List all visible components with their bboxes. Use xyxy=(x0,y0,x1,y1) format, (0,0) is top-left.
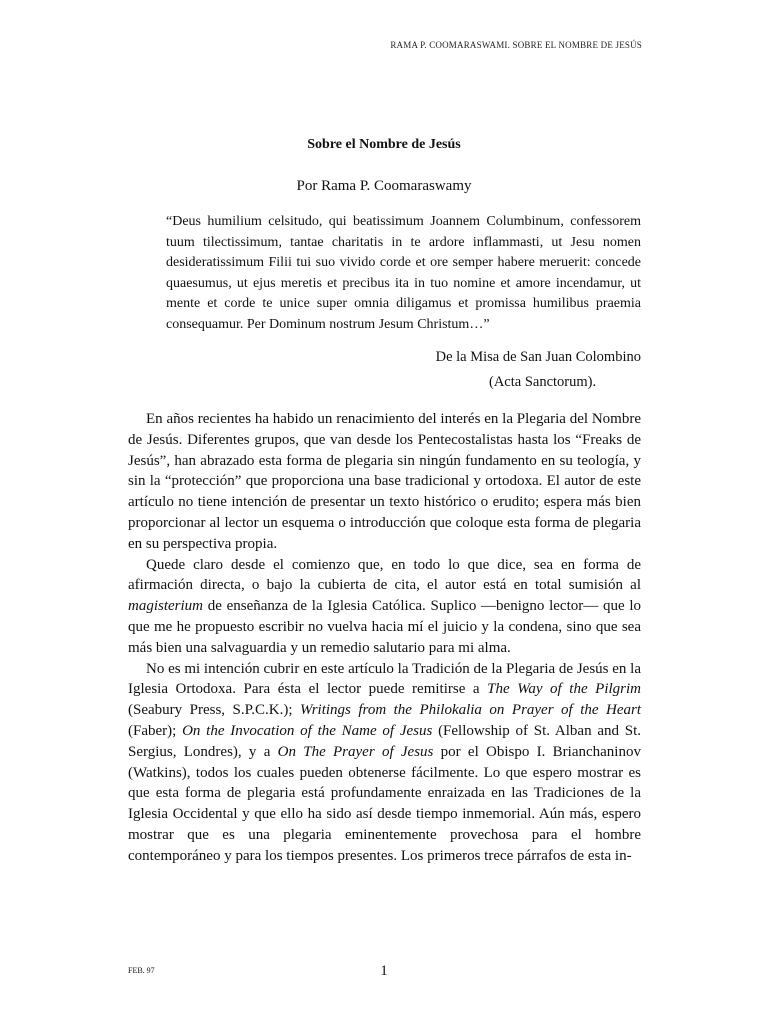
running-head: RAMA P. COOMARASWAMI. SOBRE EL NOMBRE DE JESÚS xyxy=(390,40,642,50)
magisterium-term: magisterium xyxy=(128,598,203,615)
paragraph-2-text-b: de enseñanza de la Iglesia Católica. Suplico —benigno lector— que lo que me he propuesto escribir no vuelva hacia mí el juicio y la condena, sino que sea más bien una salvaguardia y un remedio salutario para mi alma. xyxy=(128,598,641,656)
paragraph-2 xyxy=(128,555,641,659)
paragraph-3-text-d: (Fellowship of St. Alban and St. Sergius, Londres), y a xyxy=(128,722,642,760)
book-title-invocation: On the Invocation of the Name of Jesus xyxy=(182,722,433,739)
page-number: 1 xyxy=(380,963,388,979)
epigraph-quote: “Deus humilium celsitudo, qui beatissimum Joannem Columbinum, confessorem tuum tilectissimum, tantae charitatis in te ardore inflammasti, ut Jesu nomen desideratissimum Filii tui suo vivido corde et ore semper habere meruerit: concede quaesumus, ut ejus meretis et precibus ita in tuo nomine et amore incendamur, ut mente et corde te unice super omnia diligamus et promissa humilibus praemia consequamur. Per Dominum nostrum Jesum Christum…” xyxy=(166,214,641,332)
paragraph-3-text-c: (Faber); xyxy=(128,722,183,739)
epigraph-source: (Acta Sanctorum). xyxy=(489,374,597,390)
book-title-philokalia: Writings from the Philokalia on Prayer of the Heart xyxy=(300,702,641,719)
paragraph-3 xyxy=(128,659,641,867)
article-author: Por Rama P. Coomaraswamy xyxy=(296,178,472,194)
article-title: Sobre el Nombre de Jesús xyxy=(307,137,461,152)
article-body xyxy=(128,409,641,867)
paragraph-3-text-a: No es mi intención cubrir en este artículo la Tradición de la Plegaria de Jesús en la Iglesia Ortodoxa. Para ésta el lector puede remitirse a xyxy=(128,660,641,698)
epigraph-attribution: De la Misa de San Juan Colombino xyxy=(435,349,641,365)
book-title-prayer-of-jesus: On The Prayer of Jesus xyxy=(277,743,434,760)
paragraph-2-text-a: Quede claro desde el comienzo que, en todo lo que dice, sea en forma de afirmación directa, o bajo la cubierta de cita, el autor está en total sumisión al xyxy=(128,556,641,594)
paragraph-3-text-e: por el Obispo I. Brianchaninov (Watkins), todos los cuales pueden obtenerse fácilmente. Lo que espero mostrar es que esta forma de plegaria está profundamente enraizada en las Tradiciones de la Iglesia Occidental y que ello ha sido así desde tiempo inmemorial. Aún más, espero mostrar que es una plegaria eminentemente provechosa para el hombre contemporáneo y para los tiempos presentes. Los primeros trece párrafos de esta in- xyxy=(128,743,641,864)
paragraph-1: En años recientes ha habido un renacimiento del interés en la Plegaria del Nombre de Jesús. Diferentes grupos, que van desde los Pentecostalistas hasta los “Freaks de Jesús”, han abrazado esta forma de plegaria sin ningún fundamento en su teología, y sin la “protección” que proporciona una base tradicional y ortodoxa. El autor de este artículo no tiene intención de presentar un texto histórico o erudito; espera más bien proporcionar al lector un esquema o introducción que coloque esta forma de plegaria en su perspectiva propia. xyxy=(128,411,641,552)
paragraph-3-text-b: (Seabury Press, S.P.C.K.); xyxy=(128,702,301,719)
book-title-way-of-pilgrim: The Way of the Pilgrim xyxy=(487,681,641,698)
footer-date: FEB. 97 xyxy=(128,966,155,975)
